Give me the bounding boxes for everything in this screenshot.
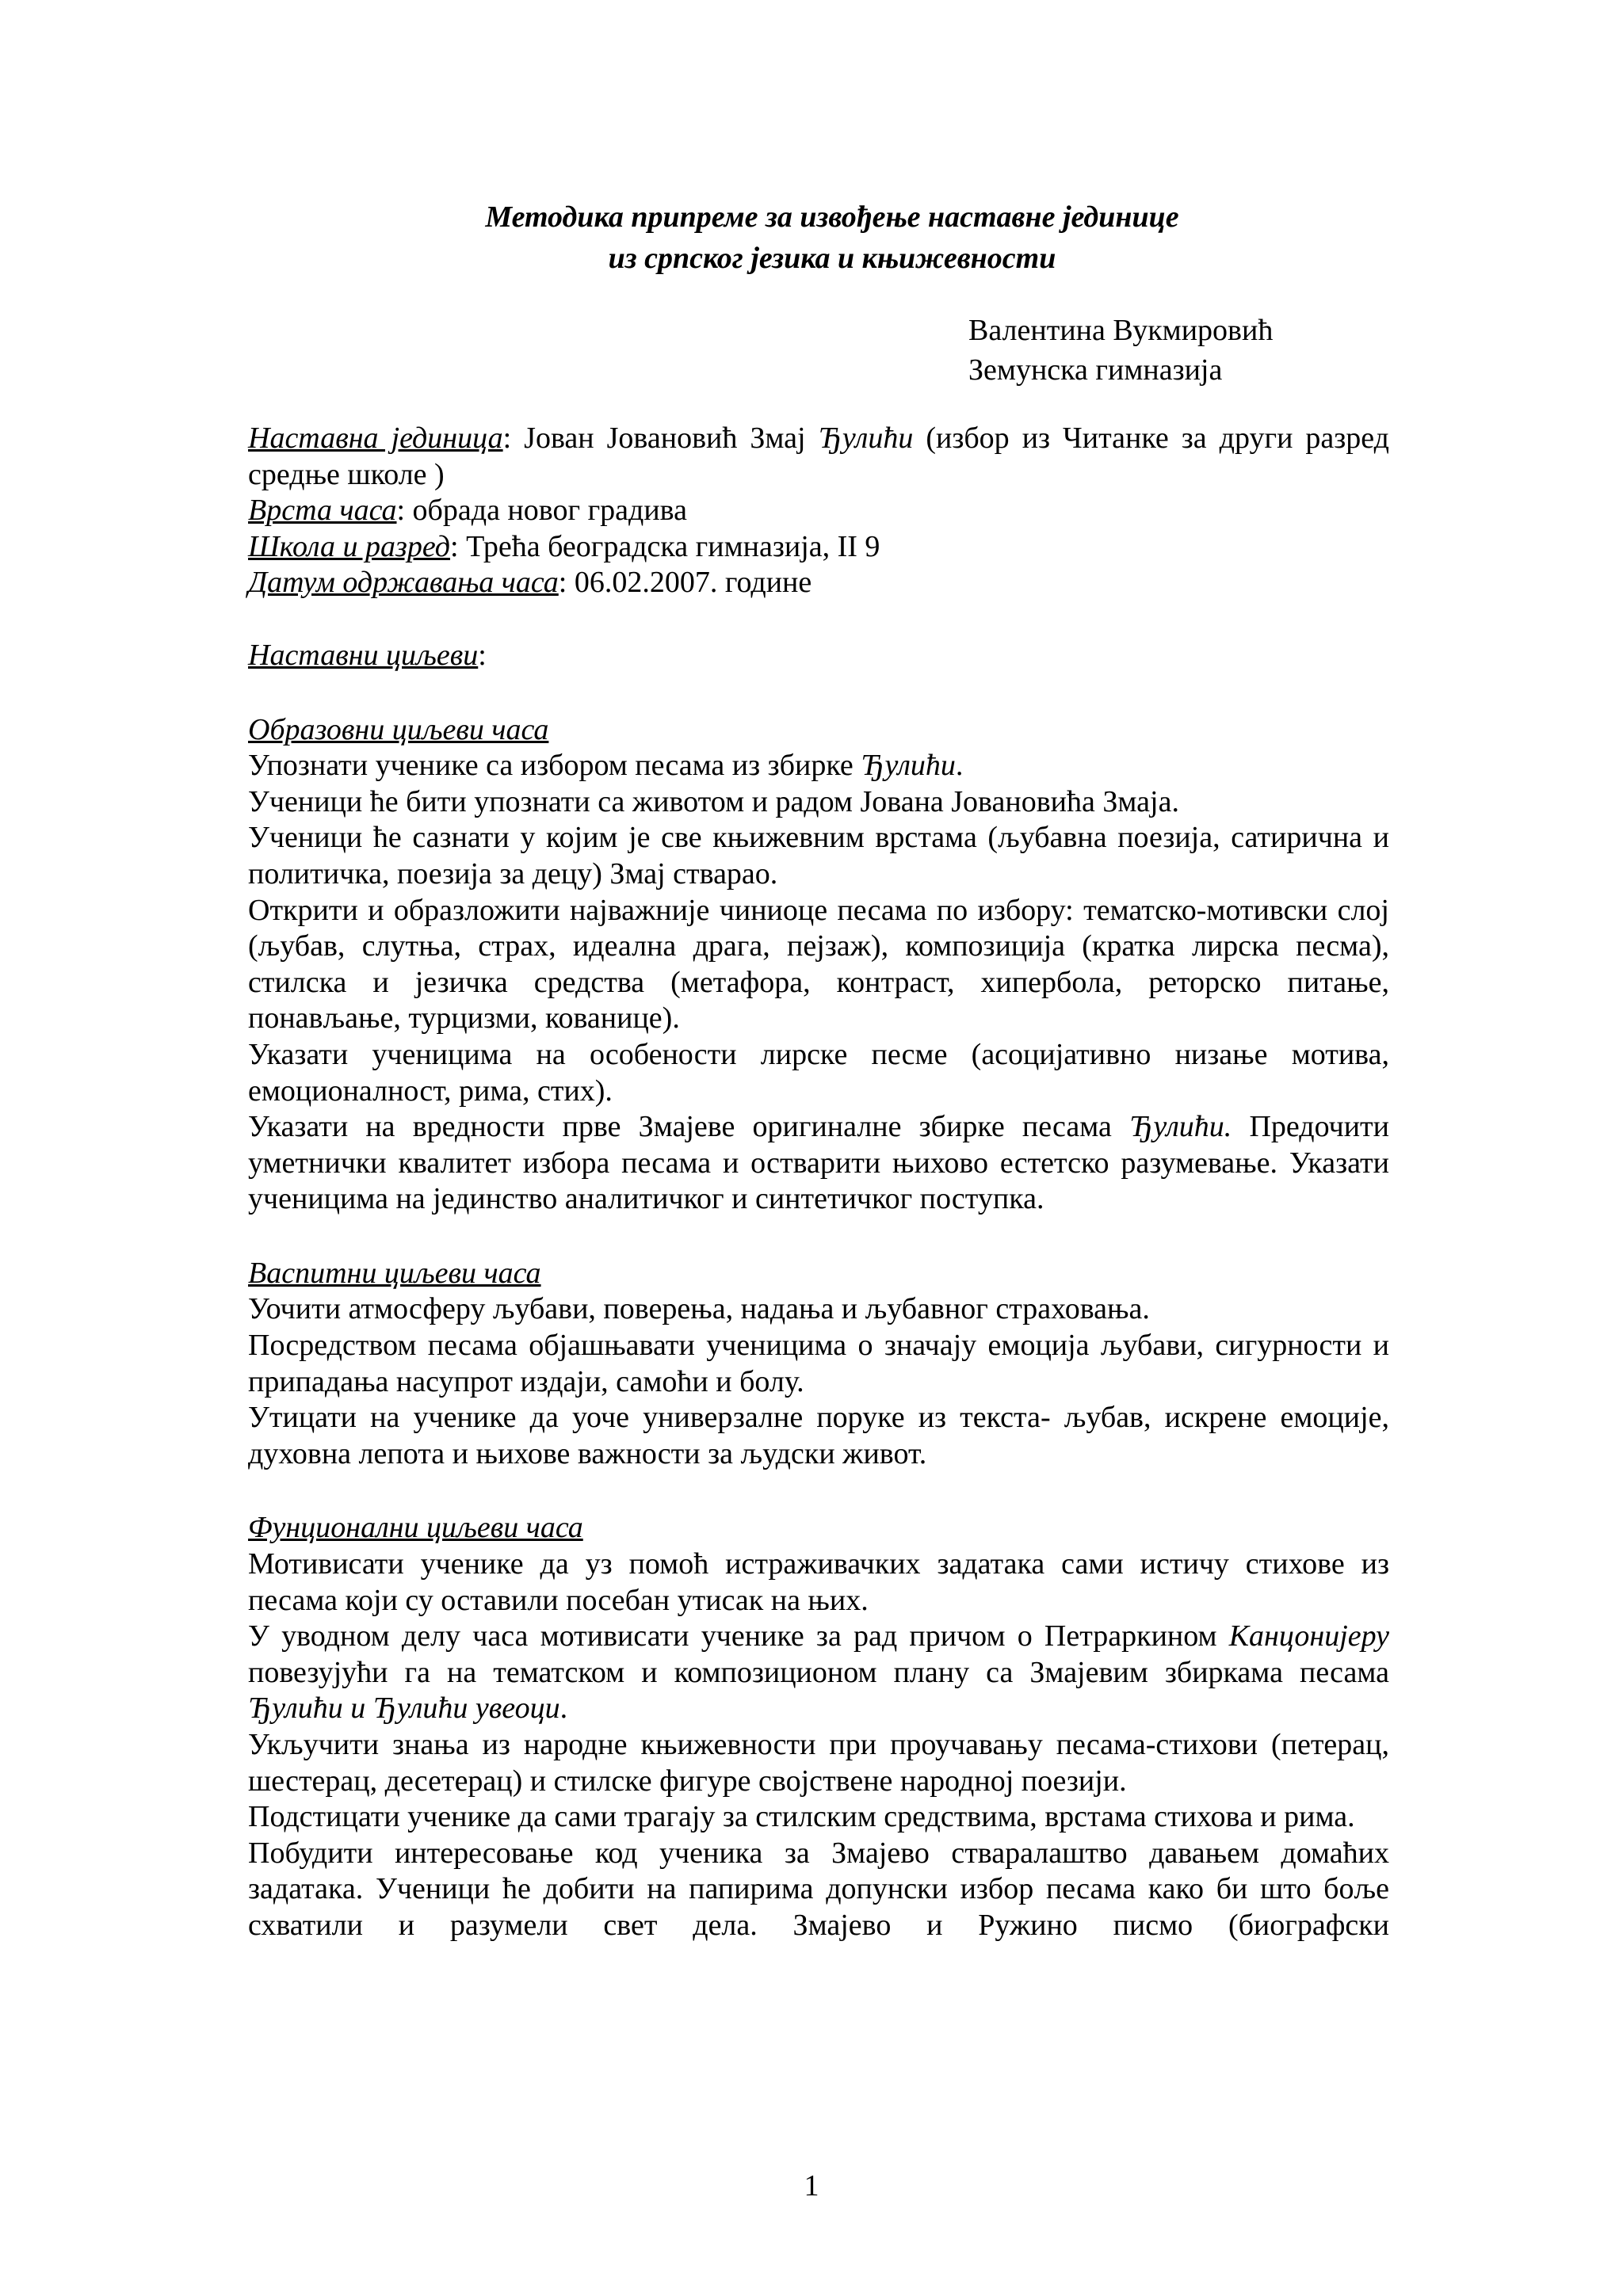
educational-goal-1-title: Ђулићи: [861, 749, 956, 783]
field-value-lesson-date: : 06.02.2007. године: [558, 566, 812, 600]
upbringing-goals-heading-label: Васпитни циљеви часа: [248, 1256, 541, 1290]
functional-goal-2-title-1: Канцонијеру: [1228, 1619, 1389, 1653]
functional-goal-2-middle: повезујући га на тематском и композиционом плану са Змајевим збиркама песама: [248, 1655, 1389, 1689]
functional-goal-1: Мотивисати ученике да уз помоћ истраживачких задатака сами истичу стихове из песама који су оставили посебан утисак на њих.: [248, 1547, 1389, 1617]
field-lesson-type: [248, 493, 1389, 529]
field-label-school-class: Школа и разред: [248, 529, 451, 563]
upbringing-goal-2: Посредством песама објашњавати ученицима о значају емоција љубави, сигурности и припадања насупрот издаји, самоћи и болу.: [248, 1329, 1389, 1398]
field-value-school-class: : Трећа београдска гимназија, II 9: [450, 529, 880, 563]
functional-goal-2-text: У уводном делу часа мотивисати ученике за рад причом о Петраркином: [248, 1619, 1229, 1653]
field-school-class: [248, 529, 1389, 566]
lesson-header-fields: [248, 421, 1389, 1944]
upbringing-goal-1: Уочити атмосферу љубави, поверења, надања и љубавног страховања.: [248, 1292, 1150, 1326]
goals-heading-colon: :: [478, 638, 487, 672]
educational-goal-6-rest: Предочити уметнички квалитет избора песама и остварити њихово естетско разумевање. Указати ученицима на јединство аналитичког и синтетичког поступка.: [248, 1110, 1389, 1216]
educational-goal-6-title: Ђулићи.: [1129, 1110, 1232, 1144]
educational-goals-heading: [248, 712, 1389, 749]
field-value-teaching-unit-rest: (избор из Читанке за други разред средње школе ): [248, 421, 1390, 491]
field-label-lesson-type: Врста часа: [248, 494, 397, 528]
functional-goal-3: Укључити знања из народне књижевности при проучавању песама-стихови (петерац, шестерац, десетерац) и стилске фигуре својствене народној поезији.: [248, 1728, 1389, 1798]
educational-goals-heading-label: Образовни циљеви часа: [248, 712, 549, 746]
upbringing-goal-3: Утицати на ученике да уоче универзалне поруке из текста- љубав, искрене емоције, духовна лепота и њихове важности за људски живот.: [248, 1401, 1389, 1470]
field-teaching-unit: [248, 421, 1389, 493]
functional-goal-2-title-2: Ђулићи и Ђулићи увеоци: [248, 1691, 560, 1726]
document-title-line-2: из српског језика и књижевности: [608, 242, 1056, 275]
educational-goal-6-text: Указати на вредности прве Змајеве оригиналне збирке песама: [248, 1110, 1130, 1144]
page-number: 1: [804, 2169, 819, 2203]
upbringing-goals-heading: [248, 1256, 1389, 1292]
functional-goal-2: [248, 1619, 1389, 1727]
functional-goals-heading-label: Фунционални циљеви часа: [248, 1511, 583, 1545]
goals-heading: [248, 638, 1389, 674]
educational-goal-4: Открити и образложити најважније чиниоце песама по избору: тематско-мотивски слој (љубав, слутња, страх, идеална драга, пејзаж), композиција (кратка лирска песма), стилска и језичка средства (метафора, контраст, хипербола, реторско питање, понављање, турцизми, кованице).: [248, 893, 1389, 1035]
author-name: Валентина Вукмировић: [968, 314, 1274, 347]
work-title: Ђулићи: [818, 421, 914, 455]
field-label-lesson-date: Датум одржавања часа: [248, 566, 559, 600]
functional-goal-2-end: .: [559, 1691, 568, 1726]
author-school: Земунска гимназија: [968, 353, 1223, 387]
field-label-teaching-unit: Наставна јединица: [248, 421, 503, 455]
educational-goal-6: [248, 1109, 1389, 1218]
educational-goal-1: [248, 748, 1389, 784]
field-lesson-date: [248, 565, 1389, 601]
educational-goal-1-text: Упознати ученике са избором песама из збирке: [248, 749, 861, 783]
functional-goal-5: Побудити интересовање код ученика за Змајево стваралаштво давањем домаћих задатака. Ученици ће добити на папирима допунски избор песама како би што боље схватили и разумели свет дела. Змајево и Ружино писмо (биографски: [248, 1836, 1389, 1942]
educational-goal-3: Ученици ће сазнати у којим је све књижевним врстама (љубавна поезија, сатирична и политичка, поезија за децу) Змај стварао.: [248, 821, 1389, 891]
educational-goal-2: Ученици ће бити упознати са животом и радом Јована Јовановића Змаја.: [248, 784, 1179, 818]
functional-goal-4: Подстицати ученике да сами трагају за стилским средствима, врстама стихова и рима.: [248, 1800, 1355, 1834]
functional-goals-heading: [248, 1510, 1389, 1547]
educational-goal-1-end: .: [955, 749, 964, 783]
document-title-line-1: Методика припреме за извођење наставне јединице: [485, 200, 1179, 234]
field-value-lesson-type: : обрада новог градива: [396, 494, 687, 528]
goals-heading-label: Наставни циљеви: [248, 638, 479, 672]
educational-goal-5: Указати ученицима на особености лирске песме (асоцијативно низање мотива, емоционалност, рима, стих).: [248, 1037, 1389, 1108]
field-value-teaching-unit: : Јован Јовановић Змај: [502, 421, 819, 455]
